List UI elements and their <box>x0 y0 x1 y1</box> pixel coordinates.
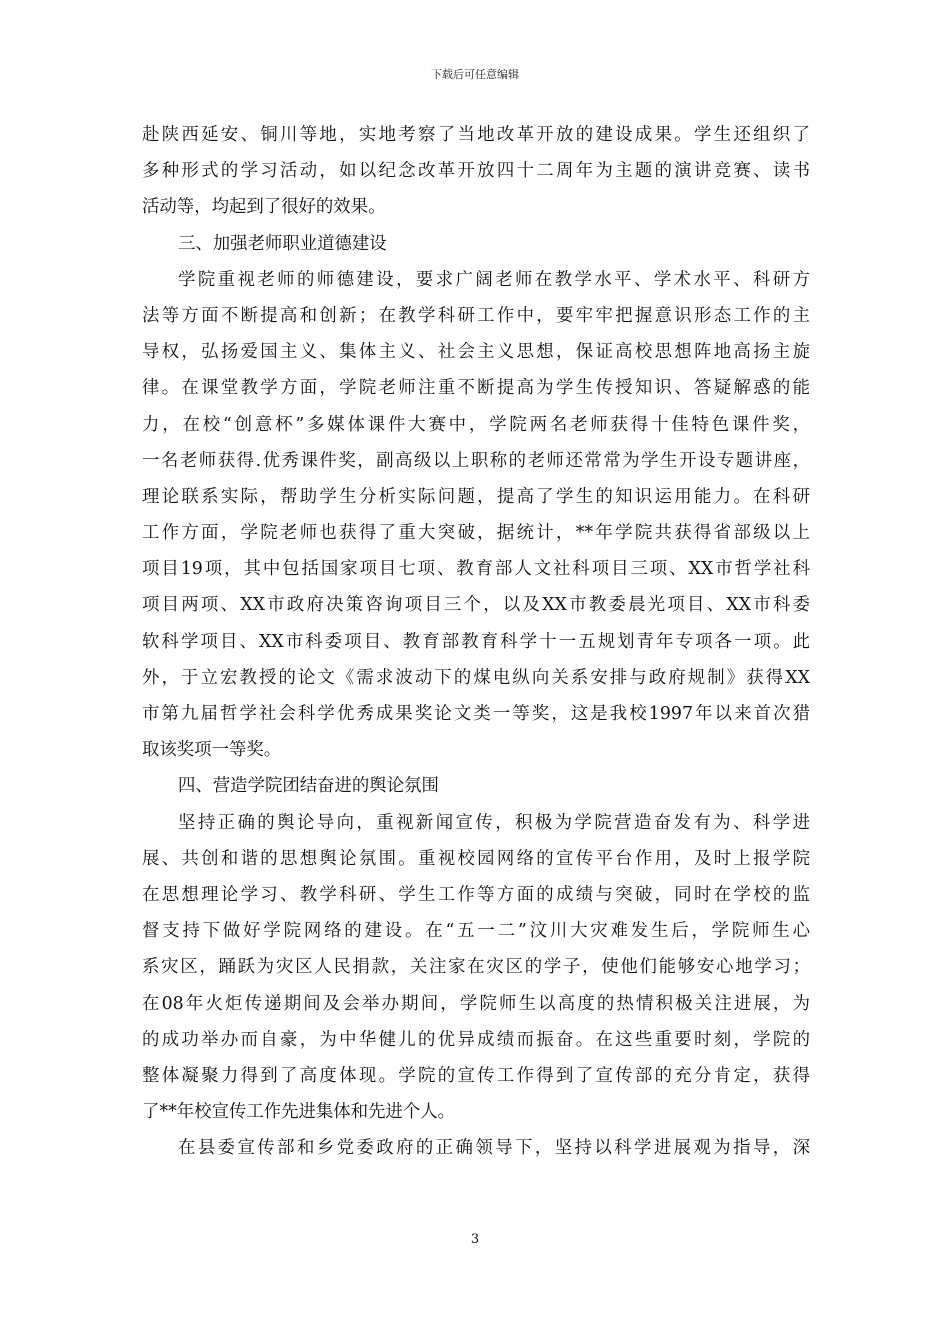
text-line: 督支持下做好学院网络的建设。在“五一二”汶川大灾难发生后，学院师生心 <box>142 921 810 942</box>
text-line: 法等方面不断提高和创新；在教学科研工作中，要牢牢把握意识形态工作的主 <box>142 305 810 326</box>
text-line: 了**年校宣传工作先进集体和先进个人。 <box>142 1102 456 1123</box>
body-text <box>142 117 810 1166</box>
text-line: 三、加强老师职业道德建设 <box>178 233 387 254</box>
text-line: 的成功举办而自豪，为中华健儿的优异成绩而振奋。在这些重要时刻，学院的 <box>142 1029 810 1050</box>
page-header: 下载后可任意编辑 <box>431 68 519 81</box>
text-line: 导权，弘扬爱国主义、集体主义、社会主义思想，保证高校思想阵地高扬主旋 <box>142 342 810 363</box>
text-line: 活动等，均起到了很好的效果。 <box>142 197 386 218</box>
text-line: 展、共创和谐的思想舆论氛围。重视校园网络的宣传平台作用，及时上报学院 <box>142 848 810 869</box>
text-line: 市第九届哲学社会科学优秀成果奖论文类一等奖，这是我校1997年以来首次猎 <box>142 704 810 724</box>
text-line: 系灾区，踊跃为灾区人民捐款，关注家在灾区的学子，使他们能够安心地学习； <box>142 957 810 978</box>
text-line: 四、营造学院团结奋进的舆论氛围 <box>178 776 439 797</box>
text-line: 项目19项，其中包括国家项目七项、教育部人文社科项目三项、XX市哲学社科 <box>142 559 810 580</box>
text-line: 整体凝聚力得到了高度体现。学院的宣传工作得到了宣传部的充分肯定，获得 <box>142 1065 810 1086</box>
text-line: 律。在课堂教学方面，学院老师注重不断提高为学生传授知识、答疑解惑的能 <box>142 378 810 399</box>
text-line: 理论联系实际，帮助学生分析实际问题，提高了学生的知识运用能力。在科研 <box>142 486 810 507</box>
text-line: 力，在校“创意杯”多媒体课件大赛中，学院两名老师获得十佳特色课件奖， <box>142 414 810 435</box>
text-line: 在思想理论学习、教学科研、学生工作等方面的成绩与突破，同时在学校的监 <box>142 884 810 905</box>
text-line: 外，于立宏教授的论文《需求波动下的煤电纵向关系安排与政府规制》获得XX <box>142 667 810 688</box>
text-line: 学院重视老师的师德建设，要求广阔老师在教学水平、学术水平、科研方 <box>178 269 810 290</box>
text-line: 坚持正确的舆论导向，重视新闻宣传，积极为学院营造奋发有为、科学进 <box>178 812 810 833</box>
text-line: 赴陕西延安、铜川等地，实地考察了当地改革开放的建设成果。学生还组织了 <box>142 125 810 145</box>
text-line: 在县委宣传部和乡党委政府的正确领导下，坚持以科学进展观为指导，深 <box>178 1138 810 1159</box>
text-line: 取该奖项一等奖。 <box>142 740 282 761</box>
text-line: 工作方面，学院老师也获得了重大突破，据统计，**年学院共获得省部级以上 <box>142 523 810 544</box>
text-line: 项目两项、XX市政府决策咨询项目三个，以及XX市教委晨光项目、XX市科委 <box>142 595 810 616</box>
text-line: 一名老师获得.优秀课件奖，副高级以上职称的老师还常常为学生开设专题讲座， <box>142 450 810 471</box>
text-line: 在08年火炬传递期间及会举办期间，学院师生以高度的热情积极关注进展，为 <box>142 993 810 1014</box>
text-line: 软科学项目、XX市科委项目、教育部教育科学十一五规划青年专项各一项。此 <box>142 631 810 652</box>
page-number: 3 <box>470 1232 480 1247</box>
text-line: 多种形式的学习活动，如以纪念改革开放四十二周年为主题的演讲竞赛、读书 <box>142 161 810 182</box>
